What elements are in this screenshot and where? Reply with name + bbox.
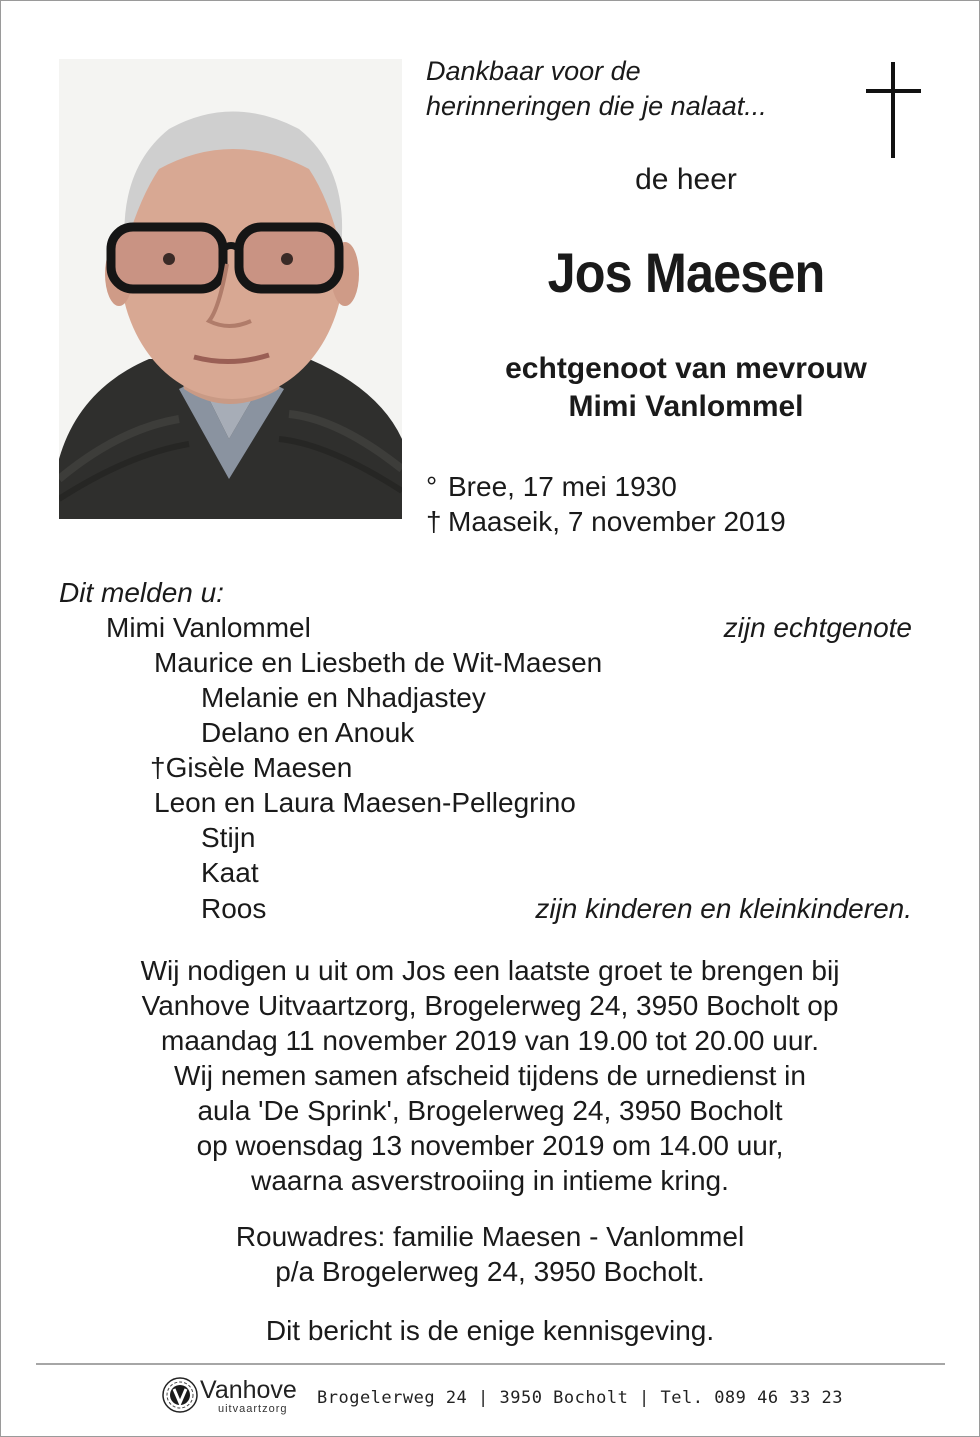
spouse-line-1: echtgenoot van mevrouw: [505, 352, 867, 385]
family-item: Maurice en Liesbeth de Wit-Maesen: [154, 647, 603, 678]
birth-symbol: °: [426, 471, 438, 502]
invitation-line: Wij nemen samen afscheid tijdens de urnedienst in: [174, 1060, 806, 1091]
death-date: Maaseik, 7 november 2019: [448, 506, 786, 537]
family-item: †Gisèle Maesen: [150, 752, 353, 783]
portrait-photo: [59, 59, 402, 519]
quote-line-2: herinneringen die je nalaat...: [426, 91, 767, 121]
spouse-line-2: Mimi Vanlommel: [568, 390, 804, 423]
honorific: de heer: [635, 163, 737, 196]
family-item: Leon en Laura Maesen-Pellegrino: [154, 787, 576, 818]
quote-line-1: Dankbaar voor de: [426, 56, 641, 86]
family-item: Melanie en Nhadjastey: [201, 682, 486, 713]
deceased-name: Jos Maesen: [547, 241, 825, 304]
family-item: Roos: [201, 893, 267, 924]
invitation-line: op woensdag 13 november 2019 om 14.00 uur,: [196, 1130, 784, 1161]
death-row: [426, 504, 946, 539]
logo-name: Vanhove: [200, 1376, 297, 1404]
footer: [160, 1375, 960, 1425]
only-notice: Dit bericht is de enige kennisgeving.: [265, 1315, 715, 1346]
family-relation: zijn kinderen en kleinkinderen.: [535, 893, 912, 924]
mourning-address: [40, 1219, 940, 1289]
birth-date: Bree, 17 mei 1930: [448, 471, 677, 502]
mourning-address-line-2: p/a Brogelerweg 24, 3950 Bocholt.: [275, 1256, 705, 1287]
family-item: Stijn: [201, 822, 256, 853]
family-item: Kaat: [201, 857, 259, 888]
footer-contact: Brogelerweg 24 | 3950 Bocholt | Tel. 089 46 33 23: [317, 1388, 844, 1408]
family-relation: zijn echtgenote: [723, 612, 912, 643]
family-item: Mimi Vanlommel: [106, 612, 311, 643]
mourning-address-line-1: Rouwadres: familie Maesen - Vanlommel: [235, 1221, 745, 1252]
vanhove-logo-icon: [160, 1375, 200, 1415]
logo-subtitle: uitvaartzorg: [218, 1403, 288, 1415]
life-dates: [426, 469, 946, 539]
footer-divider: [36, 1363, 945, 1365]
invitation-line: Vanhove Uitvaartzorg, Brogelerweg 24, 3950 Bocholt op: [141, 990, 839, 1021]
latin-cross-icon: [866, 62, 921, 158]
invitation-line: waarna asverstrooiing in intieme kring.: [251, 1165, 729, 1196]
birth-row: [426, 469, 946, 504]
notify-title: Dit melden u:: [59, 577, 224, 608]
invitation-line: aula 'De Sprink', Brogelerweg 24, 3950 Bocholt: [197, 1095, 783, 1126]
family-item: Delano en Anouk: [201, 717, 415, 748]
spouse-line: [426, 350, 946, 426]
invitation-line: maandag 11 november 2019 van 19.00 tot 20.00 uur.: [161, 1025, 819, 1056]
invitation-line: Wij nodigen u uit om Jos een laatste groet te brengen bij: [140, 955, 840, 986]
small-cross-icon: †: [426, 506, 442, 537]
epitaph-quote: [426, 54, 846, 124]
invitation-text: [40, 953, 940, 1198]
